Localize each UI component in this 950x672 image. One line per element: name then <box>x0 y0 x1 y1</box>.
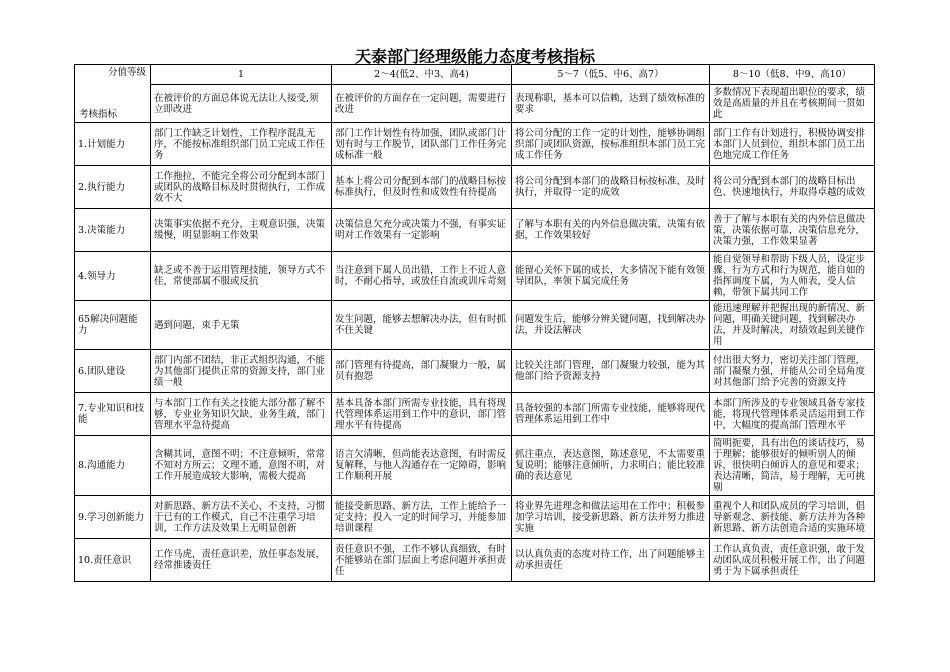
table-cell: 决策信息欠充分或决策力不强，有事实证明对工作效果有一定影响 <box>332 209 512 252</box>
score-level-label: 分值等级 <box>107 67 146 78</box>
level-description-1: 在被评价的方面总体说无法让人接受,须立即改进 <box>151 85 332 123</box>
table-cell: 将公司分配的工作一定的计划性，能够协调组织部门或团队资源，按标准组织本部门员工完成工作任务 <box>512 123 710 166</box>
table-cell: 责任意识不强，工作不够认真细致，有时不能够站在部门层面上考虑问题并承担责任 <box>332 539 512 582</box>
table-cell: 能接受新思路、新方法，工作上能给予一定支持；投入一定的时间学习，并能参加培训课程 <box>332 496 512 539</box>
table-cell: 将公司分配到本部门的战略目标出色、快速地执行，并取得卓越的成效 <box>710 166 875 209</box>
table-cell: 抓注重点，表达意图，陈述意见，不太需要重复说明；能够注意倾听，力求明白；能比较准确的表达意见 <box>512 436 710 496</box>
table-row <box>75 209 875 252</box>
level-header-3: 5～7（低5、中6、高7） <box>512 65 710 85</box>
table-row <box>75 539 875 582</box>
indicator-name: 2.执行能力 <box>75 166 151 209</box>
table-cell: 部门工作有计划进行，积极协调安排本部门人员到位，组织本部门员工出色地完成工作任务 <box>710 123 875 166</box>
table-row <box>75 496 875 539</box>
level-header-1: 1 <box>151 65 332 85</box>
table-cell: 缺乏或不善于运用管理技能，领导方式不佳，常使部属不服或反抗 <box>151 252 332 301</box>
table-row <box>75 123 875 166</box>
table-cell: 工作拖拉，不能完全将公司分配到本部门或团队的战略目标及时贯彻执行，工作成效不大 <box>151 166 332 209</box>
table-cell: 与本部门工作有关之技能大部分都了解不够，专业业务知识欠缺、业务生疏，部门管理水平急待提高 <box>151 393 332 436</box>
table-cell: 部门内部不团结，非正式组织沟通，不能为其他部门提供正常的资源支持，部门业绩一般 <box>151 350 332 393</box>
table-cell: 对新思路、新方法不关心、不支持，习惯于已有的工作模式，自己不注重学习培训，工作方法及效果上无明显创新 <box>151 496 332 539</box>
table-cell: 能自觉领导和帮助下级人员，设定步骤、行为方式和行为规范，能自如的指挥调度下属，为人师表，受人信赖，带领下属共同工作 <box>710 252 875 301</box>
table-cell: 善于了解与本职有关的内外信息做决策，决策依据可靠，决策信息充分，决策力强，工作效果显著 <box>710 209 875 252</box>
table-cell: 具备较强的本部门所需专业技能，能够将现代管理体系运用到工作中 <box>512 393 710 436</box>
table-cell: 部门管理有待提高，部门凝聚力一般，属员有抱怨 <box>332 350 512 393</box>
table-row <box>75 252 875 301</box>
table-cell: 部门工作计划性有待加强，团队或部门计划有时与工作脱节，团队部门工作任务完成标准一般 <box>332 123 512 166</box>
table-cell: 重视个人和团队成员的学习培训，倡导新观念、新技能、新方法并为各种新思路、新方法创造合适的实施环境 <box>710 496 875 539</box>
table-cell: 发生问题，能够去想解决办法，但有时抓不住关键 <box>332 301 512 350</box>
indicator-name: 65解决问题能力 <box>75 301 151 350</box>
page-title: 天泰部门经理级能力态度考核指标 <box>354 47 595 66</box>
table-cell: 能留心关怀下属的成长，大多情况下能有效领导团队，率领下属完成任务 <box>512 252 710 301</box>
table-cell: 工作认真负责，责任意识强，敢于发动团队成员积极开展工作，出了问题勇于为下属承担责任 <box>710 539 875 582</box>
level-description-4: 多数情况下表现超出职位的要求，绩效是高质量的并且在考核期间一贯如此 <box>710 85 875 123</box>
table-cell: 本部门所涉及的专业领域具备专家技能，将现代管理体系灵活运用到工作中，大幅度的提高部门管理水平 <box>710 393 875 436</box>
table-cell: 当注意到下属人员出错，工作上不近人意时，不耐心指导，或放任自流或训斥苛刻 <box>332 252 512 301</box>
table-cell: 遇到问题，束手无策 <box>151 301 332 350</box>
corner-header-cell <box>75 65 151 123</box>
indicator-name: 9.学习创新能力 <box>75 496 151 539</box>
table-cell: 简明扼要，具有出色的谈话技巧，易于理解；能够很好的倾听别人的倾诉，很快明白倾诉人的意见和要求；表达清晰，简洁，易于理解，无可挑剔 <box>710 436 875 496</box>
header-row <box>75 65 875 85</box>
table-cell: 将公司分配到本部门的战略目标按标准、及时执行，并取得一定的成效 <box>512 166 710 209</box>
indicator-label: 考核指标 <box>79 109 118 120</box>
indicator-name: 7.专业知识和技能 <box>75 393 151 436</box>
table-row <box>75 436 875 496</box>
indicator-name: 6.团队建设 <box>75 350 151 393</box>
table-cell: 语言欠清晰，但尚能表达意图，有时需反复解释，与他人沟通存在一定障碍，影响工作顺利开展 <box>332 436 512 496</box>
table-row <box>75 301 875 350</box>
indicator-name: 10.责任意识 <box>75 539 151 582</box>
level-header-2: 2～4(低2、中3、高4) <box>332 65 512 85</box>
table-cell: 了解与本职有关的内外信息做决策，决策有依据，工作效果较好 <box>512 209 710 252</box>
table-cell: 问题发生后，能够分辨关键问题，找到解决办法，并设法解决 <box>512 301 710 350</box>
table-cell: 付出很大努力，密切关注部门管理，部门凝聚力强，并能从公司全局角度对其他部门给予完善的资源支持 <box>710 350 875 393</box>
table-row <box>75 166 875 209</box>
table-cell: 工作马虎，责任意识差，放任事态发展，经常推诿责任 <box>151 539 332 582</box>
level-description-3: 表现称职，基本可以信赖，达到了绩效标准的要求 <box>512 85 710 123</box>
table-cell: 部门工作缺乏计划性，工作程序混乱无序，不能按标准组织部门员工完成工作任务 <box>151 123 332 166</box>
indicator-name: 1.计划能力 <box>75 123 151 166</box>
level-header-4: 8～10（低8、中9、高10） <box>710 65 875 85</box>
table-row <box>75 350 875 393</box>
table-cell: 能迅速理解并把握出现的新情况、新问题，明确关键问题，找到解决办法，并及时解决，对绩效起到关键作用 <box>710 301 875 350</box>
table-row <box>75 85 875 123</box>
table-cell: 决策事实依据不充分，主观意识强，决策缓慢，明显影响工作效果 <box>151 209 332 252</box>
table-cell: 基本上将公司分配到本部门的战略目标按标准执行，但及时性和成效性有待提高 <box>332 166 512 209</box>
evaluation-table <box>74 64 875 582</box>
level-description-2: 在被评价的方面存在一定问题，需要进行改进 <box>332 85 512 123</box>
table-cell: 比较关注部门管理，部门凝聚力较强，能为其他部门给予资源支持 <box>512 350 710 393</box>
table-cell: 基本具备本部门所需专业技能，具有将现代管理体系运用到工作中的意识，部门管理水平有待提高 <box>332 393 512 436</box>
table-cell: 以认真负责的态度对待工作，出了问题能够主动承担责任 <box>512 539 710 582</box>
indicator-name: 4.领导力 <box>75 252 151 301</box>
indicator-name: 3.决策能力 <box>75 209 151 252</box>
table-cell: 将业界先进理念和做法运用在工作中；积极参加学习培训，接受新思路、新方法并努力推进实施 <box>512 496 710 539</box>
table-row <box>75 393 875 436</box>
indicator-name: 8.沟通能力 <box>75 436 151 496</box>
table-cell: 含糊其词，意图不明；不注意倾听，常常不知对方所云；文理不通，意图不明，对工作开展造成较大影响，需极大提高 <box>151 436 332 496</box>
